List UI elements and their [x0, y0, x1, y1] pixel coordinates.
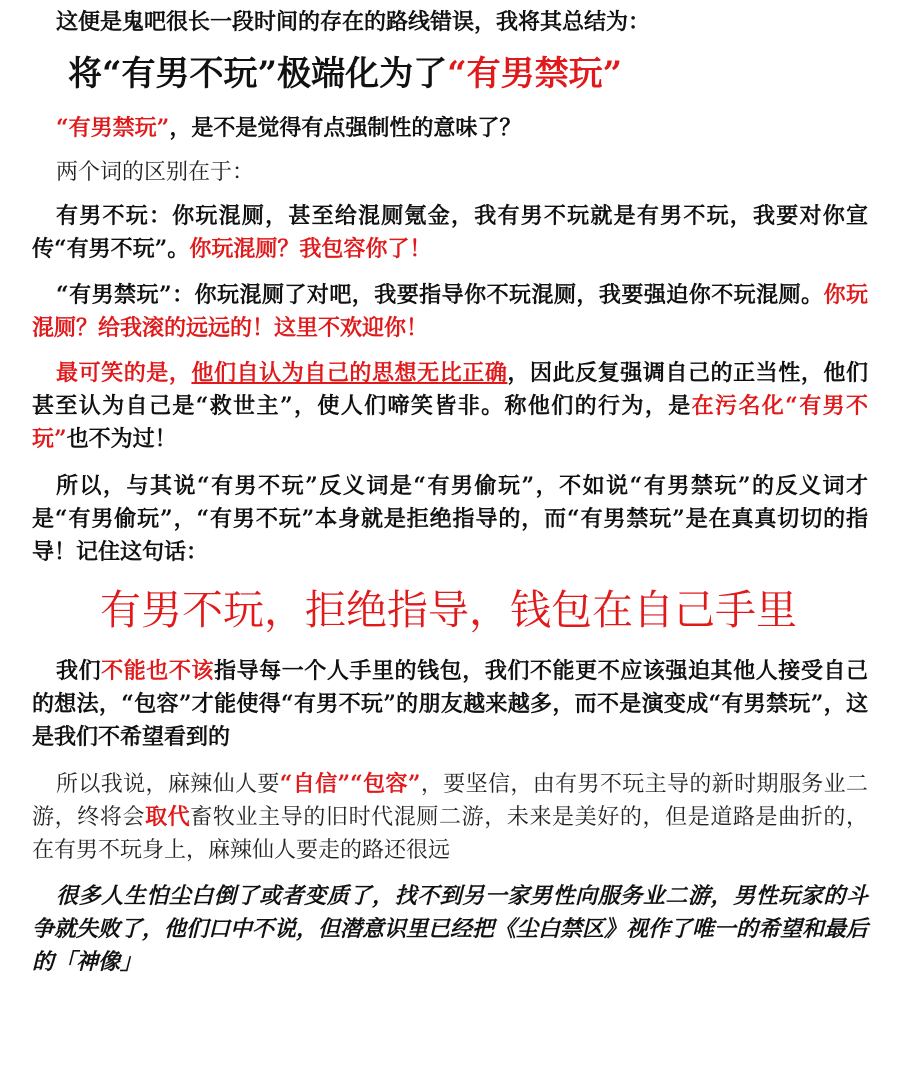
difference-paragraph: 两个词的区别在于：	[56, 160, 255, 185]
definition-ban-play: “有男禁玩”：你玩混厕了对吧，我要指导你不玩混厕，我要强迫你不玩混厕。你玩混厕？给我滚的远远的！这里不欢迎你！	[32, 282, 868, 341]
motto: 有男不玩，拒绝指导，钱包在自己手里	[100, 586, 797, 634]
laughable-paragraph: 最可笑的是，他们自认为自己的思想无比正确，因此反复强调自己的正当性，他们甚至认为自己是“救世主”，使人们啼笑皆非。称他们的行为，是在污名化“有男不玩”也不为过！	[32, 360, 869, 452]
conclusion-paragraph: 所以我说，麻辣仙人要“自信”“包容”，要坚信，由有男不玩主导的新时期服务业二游，终将会取代畜牧业主导的旧时代混厕二游，未来是美好的，但是道路是曲折的，在有男不玩身上，麻辣仙人要走的路还很远	[32, 771, 868, 863]
we-paragraph: 我们不能也不该指导每一个人手里的钱包，我们不能更不应该强迫其他人接受自己的想法，“包容”才能使得“有男不玩”的朋友越来越多，而不是演变成“有男禁玩”，这是我们不希望看到的	[32, 658, 868, 750]
headline: 将“有男不玩”极端化为了“有男禁玩”	[68, 54, 623, 94]
quote-paragraph: 很多人生怕尘白倒了或者变质了，找不到另一家男性向服务业二游，男性玩家的斗争就失败了，他们口中不说，但潜意识里已经把《尘白禁区》视作了唯一的希望和最后的「神像」	[32, 883, 869, 975]
intro-paragraph: 这便是鬼吧很长一段时间的存在的路线错误，我将其总结为：	[56, 9, 651, 35]
question-paragraph: “有男禁玩”，是不是觉得有点强制性的意味了？	[56, 115, 522, 141]
definition-not-play: 有男不玩：你玩混厕，甚至给混厕氪金，我有男不玩就是有男不玩，我要对你宣传“有男不玩”。你玩混厕？我包容你了！	[32, 203, 868, 262]
so-paragraph: 所以，与其说“有男不玩”反义词是“有男偷玩”，不如说“有男禁玩”的反义词才是“有男偷玩”，“有男不玩”本身就是拒绝指导的，而“有男禁玩”是在真真切切的指导！记住这句话：	[32, 473, 868, 565]
